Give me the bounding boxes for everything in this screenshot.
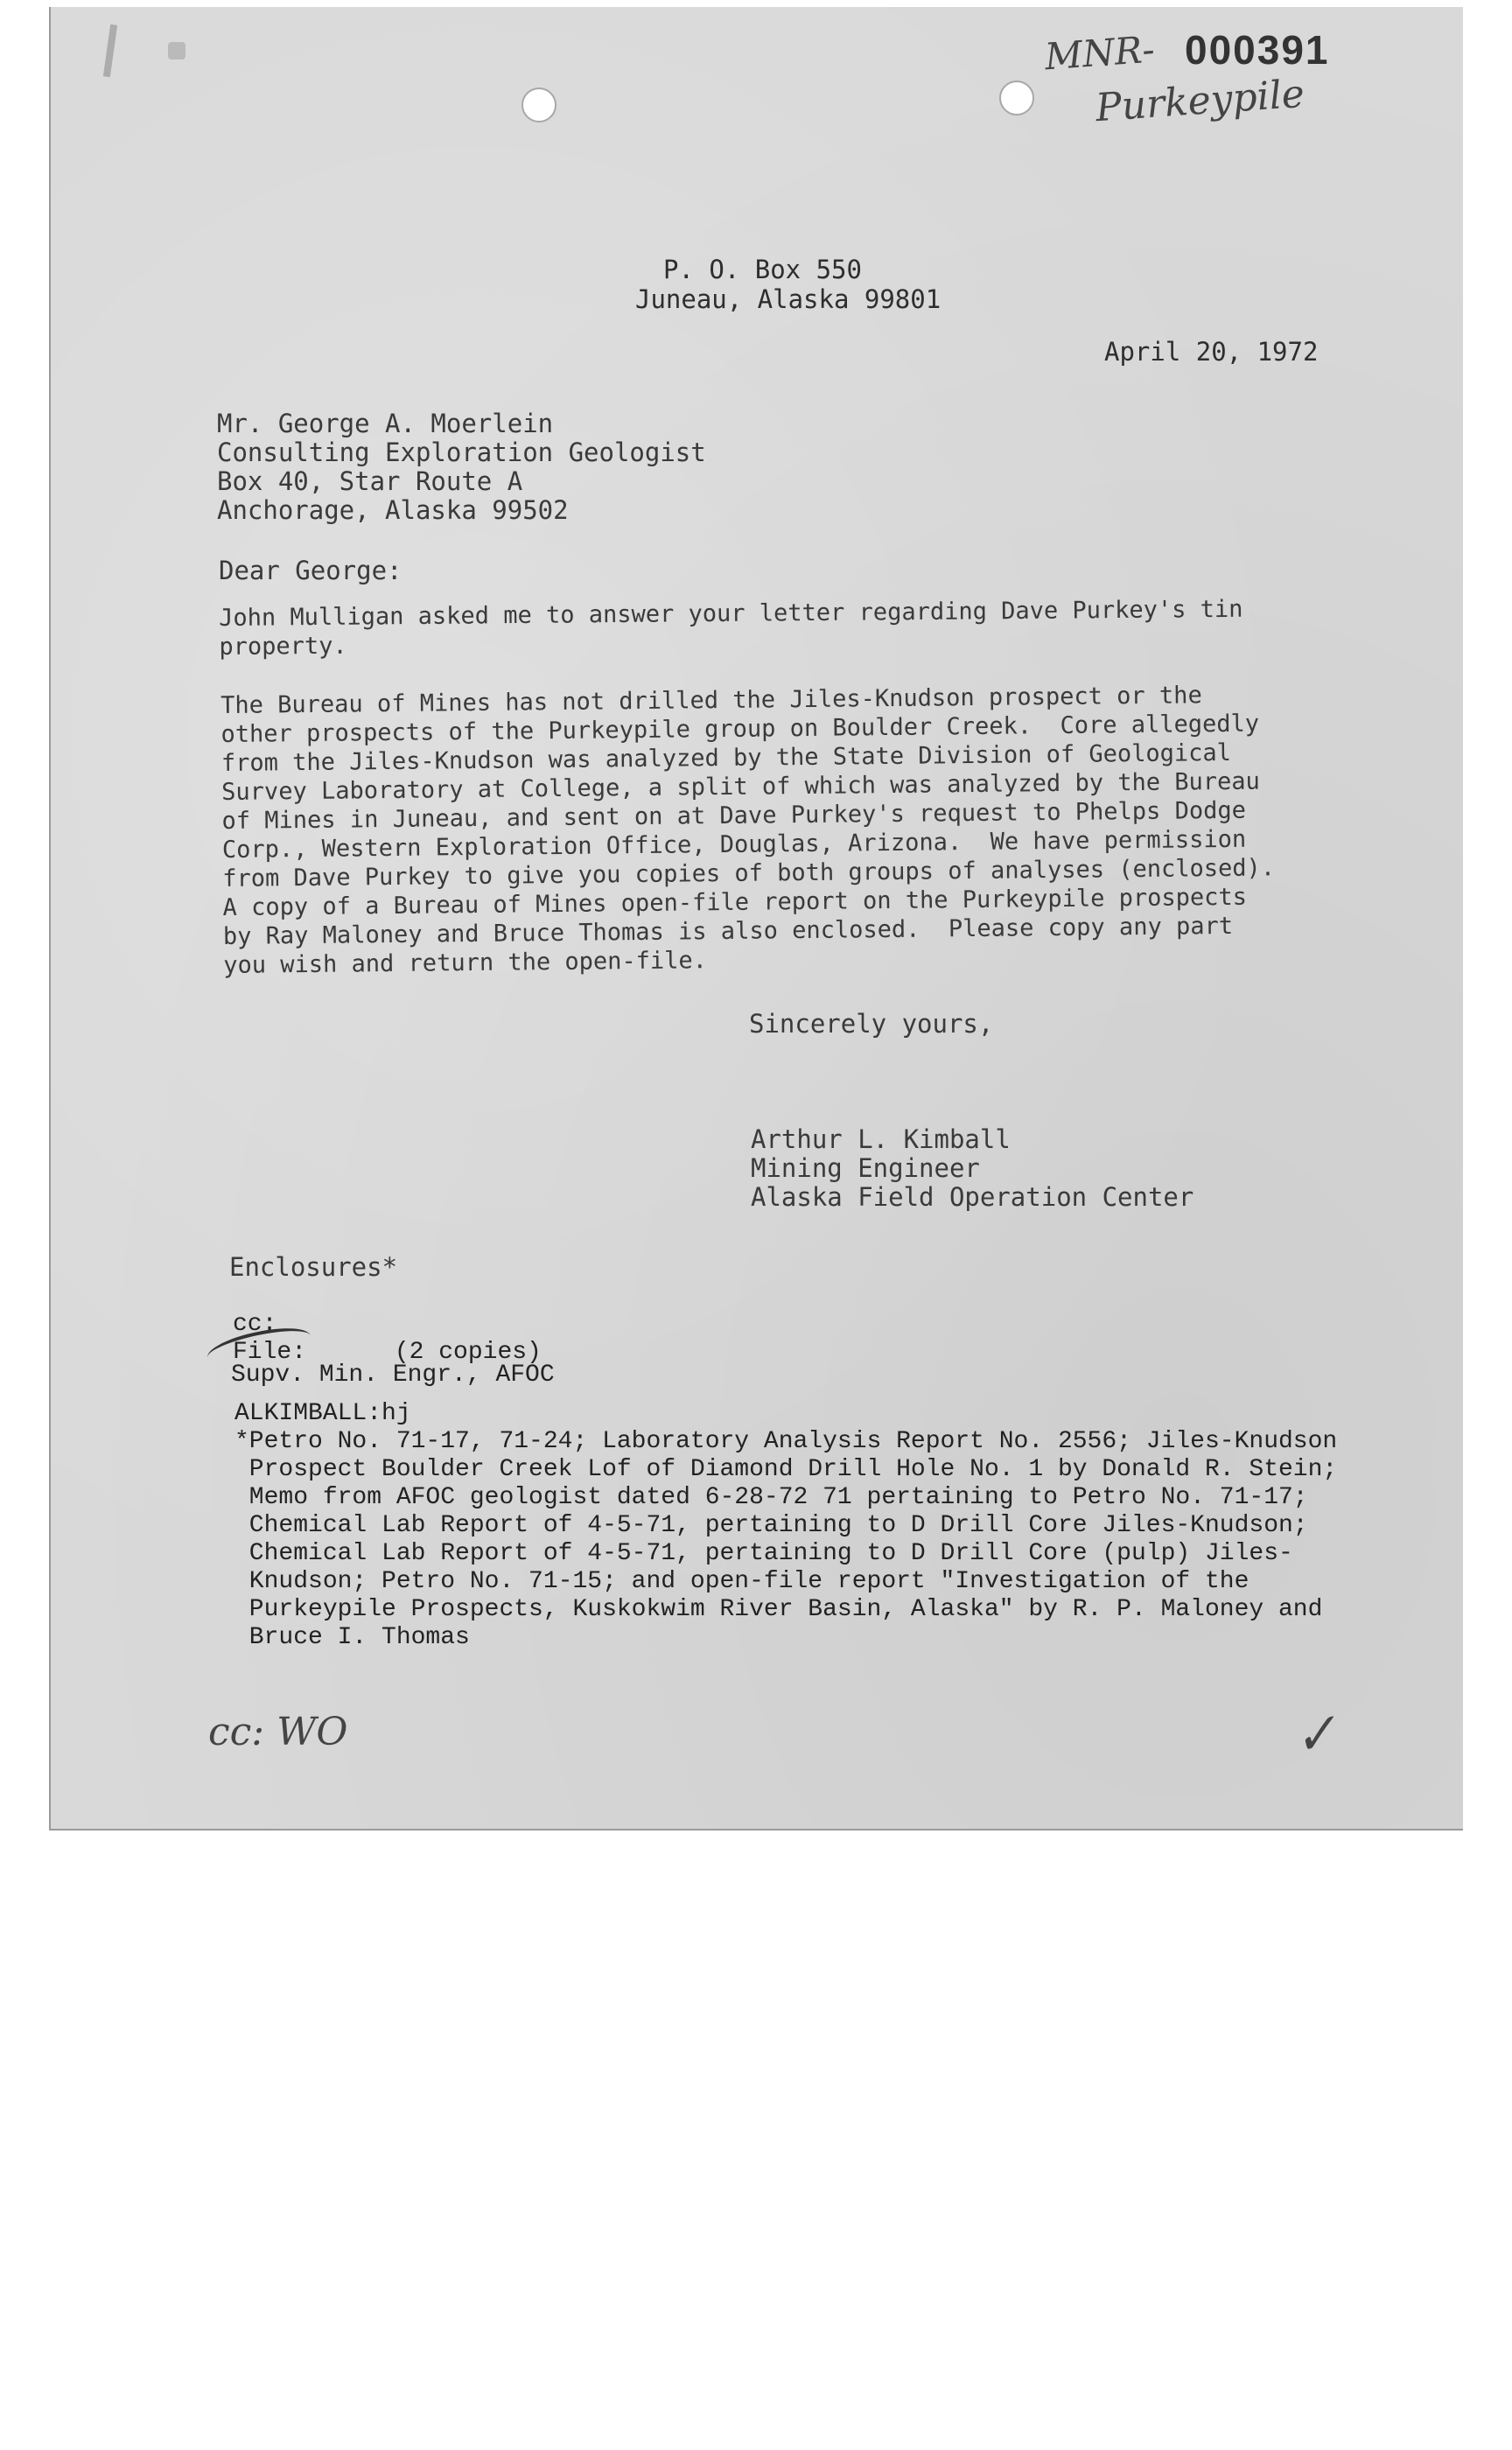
- recipient-title: Consulting Exploration Geologist: [217, 438, 706, 467]
- footnote-line: Memo from AFOC geologist dated 6-28-72 71 pertaining to Petro No. 71-17;: [234, 1484, 1308, 1511]
- sender-address-line2: Juneau, Alaska 99801: [635, 284, 942, 314]
- check-mark-icon: ✓: [1288, 1701, 1342, 1769]
- paragraph-2-line: from the Jiles-Knudson was analyzed by the State Division of Geological: [220, 738, 1232, 777]
- footnote-line: Knudson; Petro No. 71-15; and open-file report "Investigation of the: [234, 1568, 1250, 1595]
- staple-mark: [168, 42, 186, 60]
- sender-address-line1: P. O. Box 550: [663, 255, 862, 284]
- paragraph-1-line: property.: [219, 632, 347, 661]
- paragraph-2-line: from Dave Purkey to give you copies of both groups of analyses (enclosed).: [222, 854, 1276, 892]
- paragraph-2: [220, 680, 1276, 980]
- handwritten-note: Purkeypile: [1094, 71, 1306, 131]
- enclosure-footnote: [234, 1428, 1337, 1652]
- footnote-line: Bruce I. Thomas: [234, 1624, 470, 1651]
- closing: Sincerely yours,: [749, 1009, 994, 1039]
- footnote-line: Prospect Boulder Creek Lof of Diamond Drill Hole No. 1 by Donald R. Stein;: [234, 1456, 1338, 1483]
- recipient-address1: Box 40, Star Route A: [217, 466, 523, 496]
- punch-hole-right: [999, 80, 1034, 116]
- paragraph-2-line: Survey Laboratory at College, a split of which was analyzed by the Bureau: [221, 767, 1260, 806]
- signature-name: Arthur L. Kimball: [751, 1124, 1011, 1154]
- typist-initials: ALKIMBALL:hj: [234, 1400, 411, 1427]
- paragraph-2-line: Corp., Western Exploration Office, Douglas, Arizona. We have permission: [221, 825, 1247, 864]
- stamp-prefix: MNR-: [1043, 27, 1157, 79]
- enclosures-label: Enclosures*: [229, 1252, 398, 1282]
- staple-mark: [103, 24, 117, 78]
- paragraph-1: [219, 595, 1243, 662]
- footnote-line: *Petro No. 71-17, 71-24; Laboratory Analysis Report No. 2556; Jiles-Knudson: [234, 1428, 1338, 1455]
- paragraph-2-line: of Mines in Juneau, and sent on at Dave Purkey's request to Phelps Dodge: [221, 796, 1247, 835]
- paragraph-2-line: The Bureau of Mines has not drilled the Jiles-Knudson prospect or the: [220, 682, 1202, 719]
- letter-date: April 20, 1972: [1104, 337, 1319, 367]
- paragraph-2-line: by Ray Maloney and Bruce Thomas is also enclosed. Please copy any part: [222, 912, 1234, 950]
- paragraph-1-line: John Mulligan asked me to answer your letter regarding Dave Purkey's tin: [219, 595, 1243, 632]
- paragraph-2-line: other prospects of the Purkeypile group on Boulder Creek. Core allegedly: [220, 710, 1260, 748]
- initials-block: [234, 1400, 411, 1428]
- cc-supv-line: Supv. Min. Engr., AFOC: [231, 1362, 555, 1389]
- signature-office: Alaska Field Operation Center: [751, 1182, 1194, 1212]
- paragraph-2-line: you wish and return the open-file.: [223, 947, 708, 979]
- salutation: Dear George:: [219, 556, 402, 585]
- footnote-line: Chemical Lab Report of 4-5-71, pertaining to D Drill Core (pulp) Jiles-: [234, 1540, 1293, 1567]
- cc-file-line: File: (2 copies): [233, 1339, 542, 1366]
- document-number: 000391: [1185, 27, 1330, 73]
- document-page: [49, 7, 1463, 1830]
- recipient-address2: Anchorage, Alaska 99502: [217, 495, 569, 525]
- footnote-line: Chemical Lab Report of 4-5-71, pertaining to D Drill Core Jiles-Knudson;: [234, 1512, 1308, 1539]
- footnote-line: Purkeypile Prospects, Kuskokwim River Basin, Alaska" by R. P. Maloney and: [234, 1596, 1323, 1623]
- signature-title: Mining Engineer: [751, 1153, 980, 1183]
- punch-hole-left: [522, 88, 556, 122]
- cc-label: cc:: [233, 1311, 277, 1338]
- recipient-name: Mr. George A. Moerlein: [217, 409, 554, 438]
- handwritten-cc: cc: WO: [208, 1710, 348, 1754]
- paragraph-2-line: A copy of a Bureau of Mines open-file report on the Purkeypile prospects: [222, 883, 1248, 921]
- cc-supv-block: [231, 1362, 555, 1390]
